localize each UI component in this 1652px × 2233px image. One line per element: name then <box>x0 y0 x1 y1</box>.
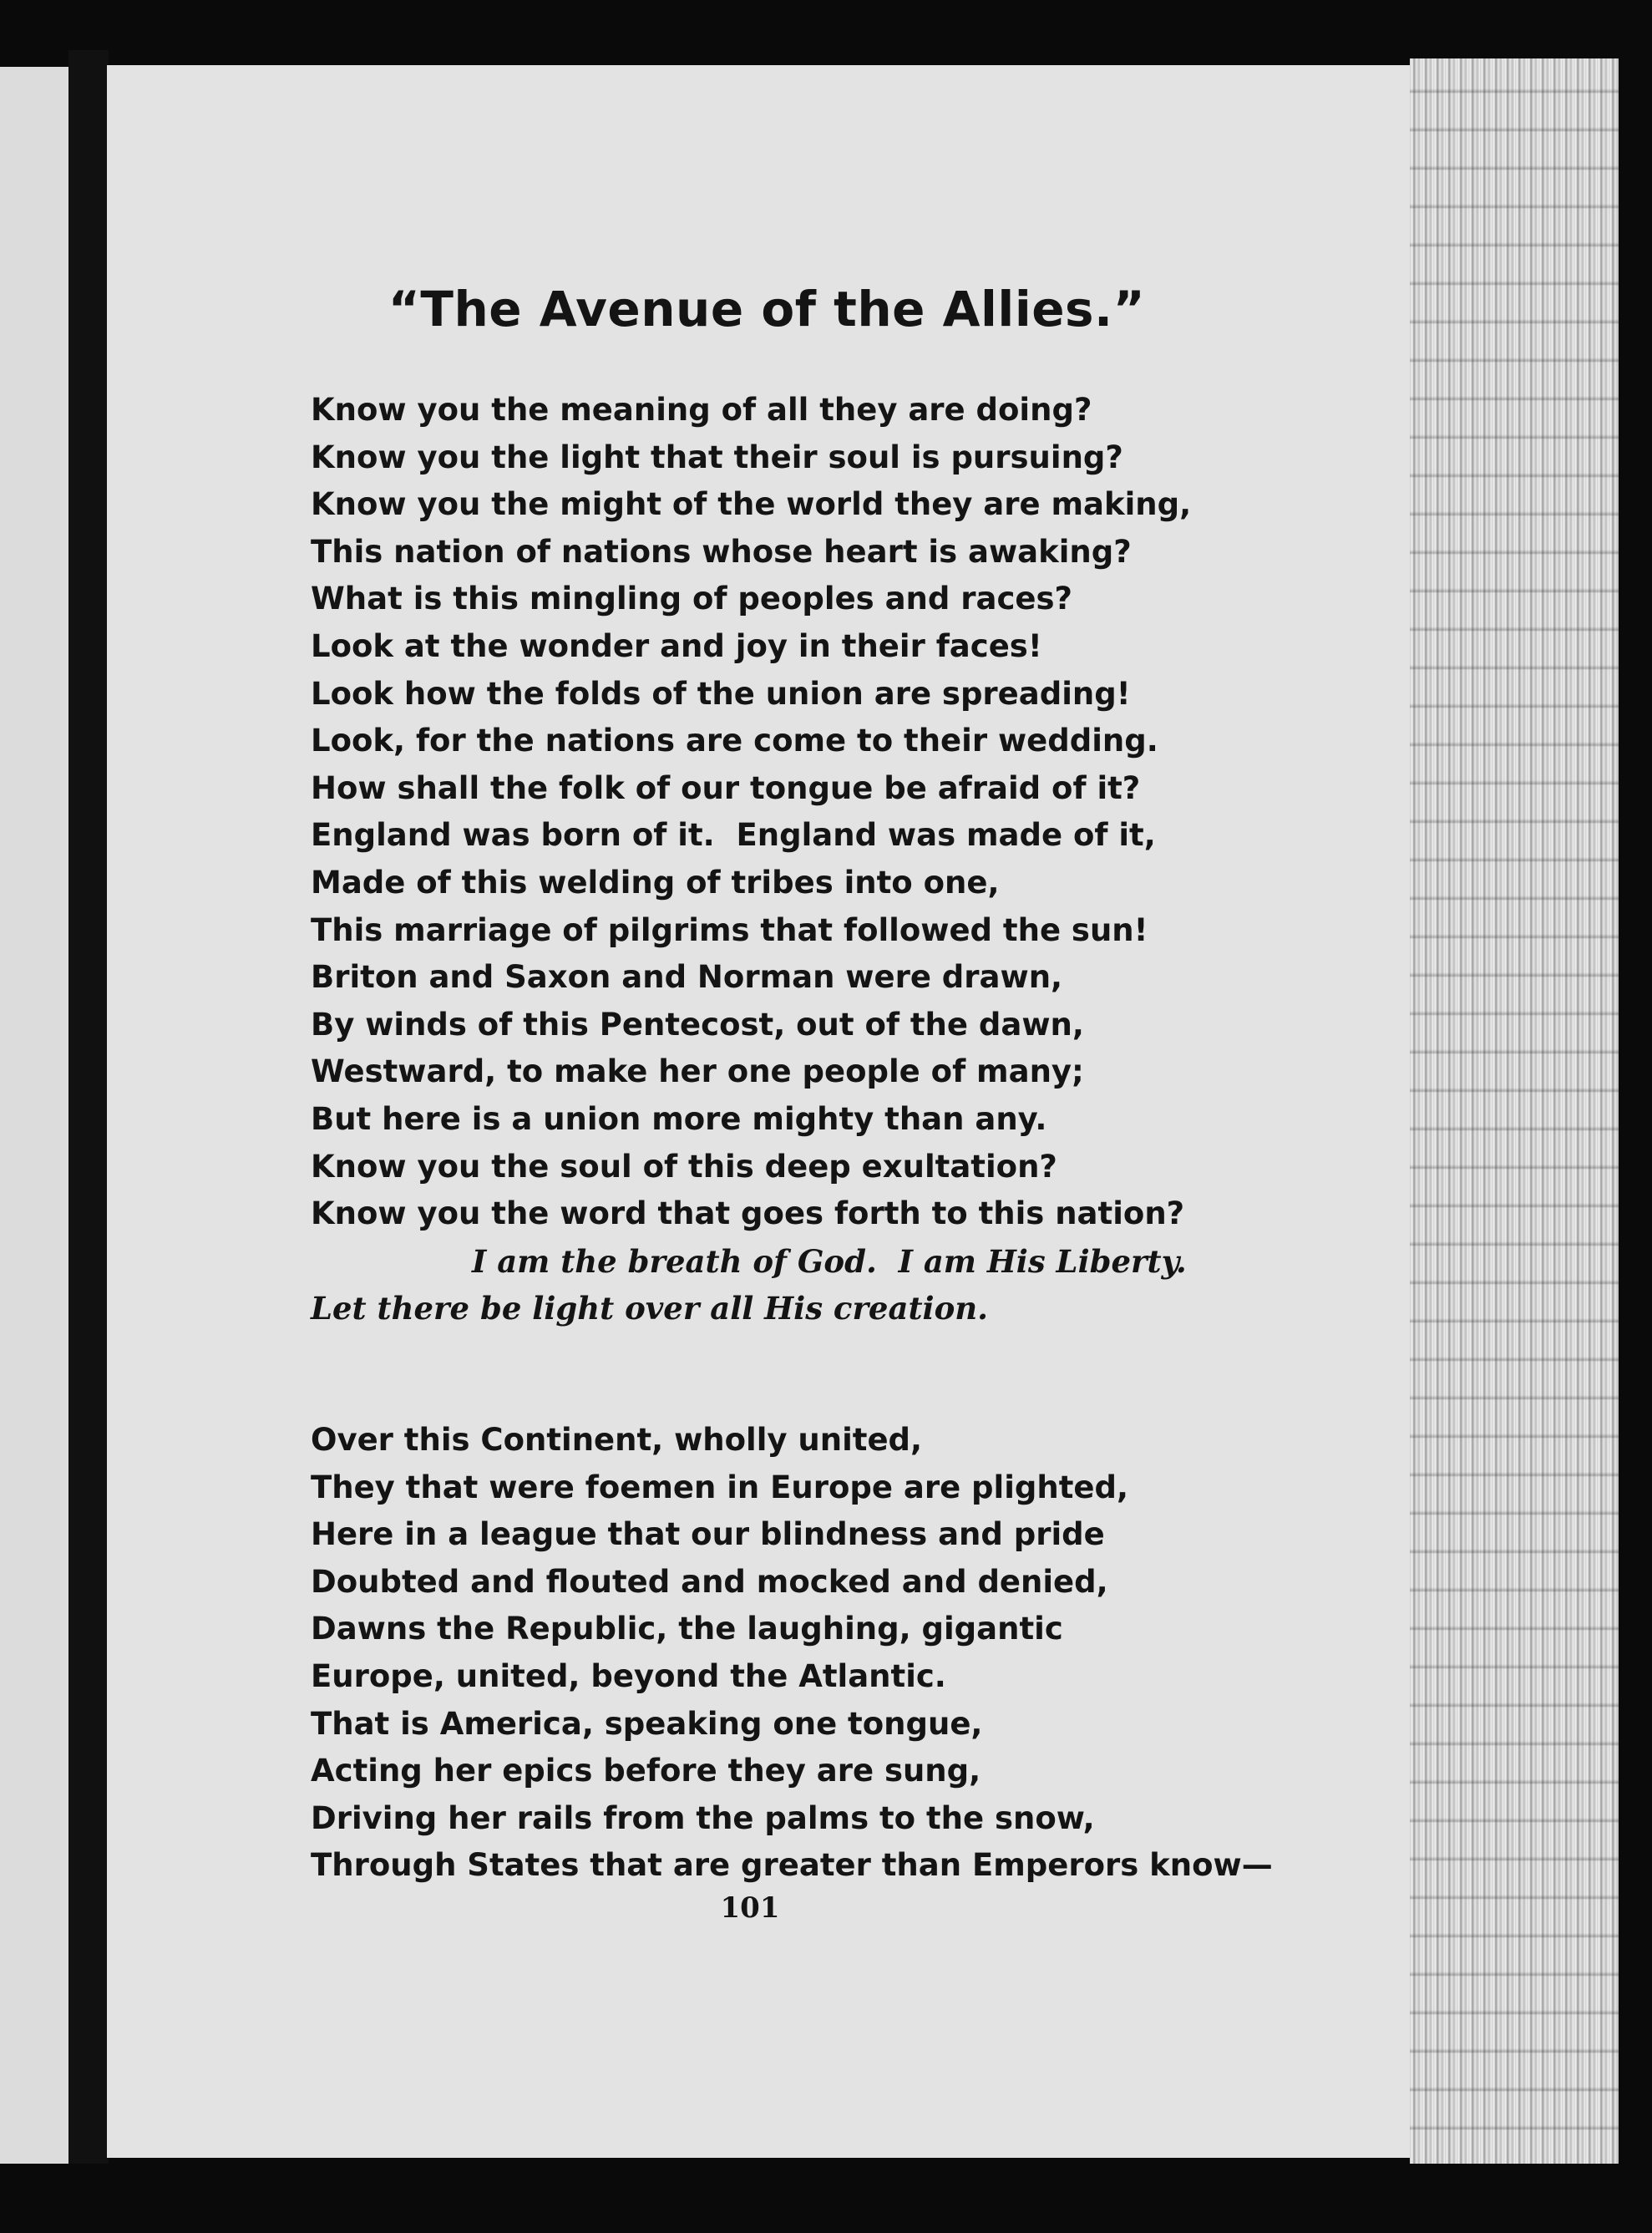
poem-line: Know you the light that their soul is pursuing? <box>311 439 1123 475</box>
stanza-2 <box>311 1417 1273 1890</box>
poem-line: Acting her epics before they are sung, <box>311 1753 981 1789</box>
poem-line: This marriage of pilgrims that followed the sun! <box>311 911 1148 948</box>
poem-line: That is America, speaking one tongue, <box>311 1705 983 1742</box>
poem-line: Know you the soul of this deep exultation? <box>311 1148 1057 1185</box>
poem-line: Look at the wonder and joy in their faces! <box>311 627 1042 664</box>
poem-line: Europe, united, beyond the Atlantic. <box>311 1657 946 1694</box>
poem-line: Doubted and flouted and mocked and denied, <box>311 1563 1108 1600</box>
poem-line-italic: I am the breath of God. I am His Liberty. <box>472 1242 1187 1280</box>
poem-line: Driving her rails from the palms to the snow, <box>311 1799 1095 1836</box>
poem-line: Here in a league that our blindness and pride <box>311 1516 1105 1553</box>
poem-line: They that were foemen in Europe are plighted, <box>311 1469 1129 1505</box>
poem-line: What is this mingling of peoples and races? <box>311 581 1072 617</box>
poem-line: Know you the meaning of all they are doing? <box>311 392 1092 428</box>
poem-line: Dawns the Republic, the laughing, gigantic <box>311 1611 1063 1647</box>
poem-line: Know you the might of the world they are making, <box>311 486 1192 523</box>
poem-line: Made of this welding of tribes into one, <box>311 864 1000 901</box>
poem-line-italic: Let there be light over all His creation. <box>311 1290 989 1327</box>
scan-border <box>0 2164 1652 2233</box>
page-block-edge <box>1410 58 1619 2164</box>
poem-line: Look how the folds of the union are spreading! <box>311 675 1131 712</box>
page-number: 101 <box>720 1891 780 1925</box>
book-gutter <box>68 50 109 2189</box>
book-page <box>107 65 1410 2158</box>
poem-line: Over this Continent, wholly united, <box>311 1422 923 1458</box>
poem-title: “The Avenue of the Allies.” <box>388 281 1146 337</box>
poem-line: Through States that are greater than Emperors know— <box>311 1847 1273 1884</box>
stanza-1 <box>311 387 1191 1332</box>
poem-line: By winds of this Pentecost, out of the dawn, <box>311 1006 1084 1043</box>
poem-line: England was born of it. England was made of it, <box>311 817 1156 854</box>
poem-line: Westward, to make her one people of many; <box>311 1053 1084 1090</box>
poem-line: This nation of nations whose heart is awaking? <box>311 533 1132 570</box>
poem-line: Look, for the nations are come to their wedding. <box>311 723 1158 759</box>
poem-line: Briton and Saxon and Norman were drawn, <box>311 959 1063 996</box>
poem-line: How shall the folk of our tongue be afraid of it? <box>311 769 1141 806</box>
poem-line: But here is a union more mighty than any. <box>311 1100 1047 1137</box>
poem-line: Know you the word that goes forth to this nation? <box>311 1195 1185 1232</box>
left-page-edge <box>0 67 68 2172</box>
